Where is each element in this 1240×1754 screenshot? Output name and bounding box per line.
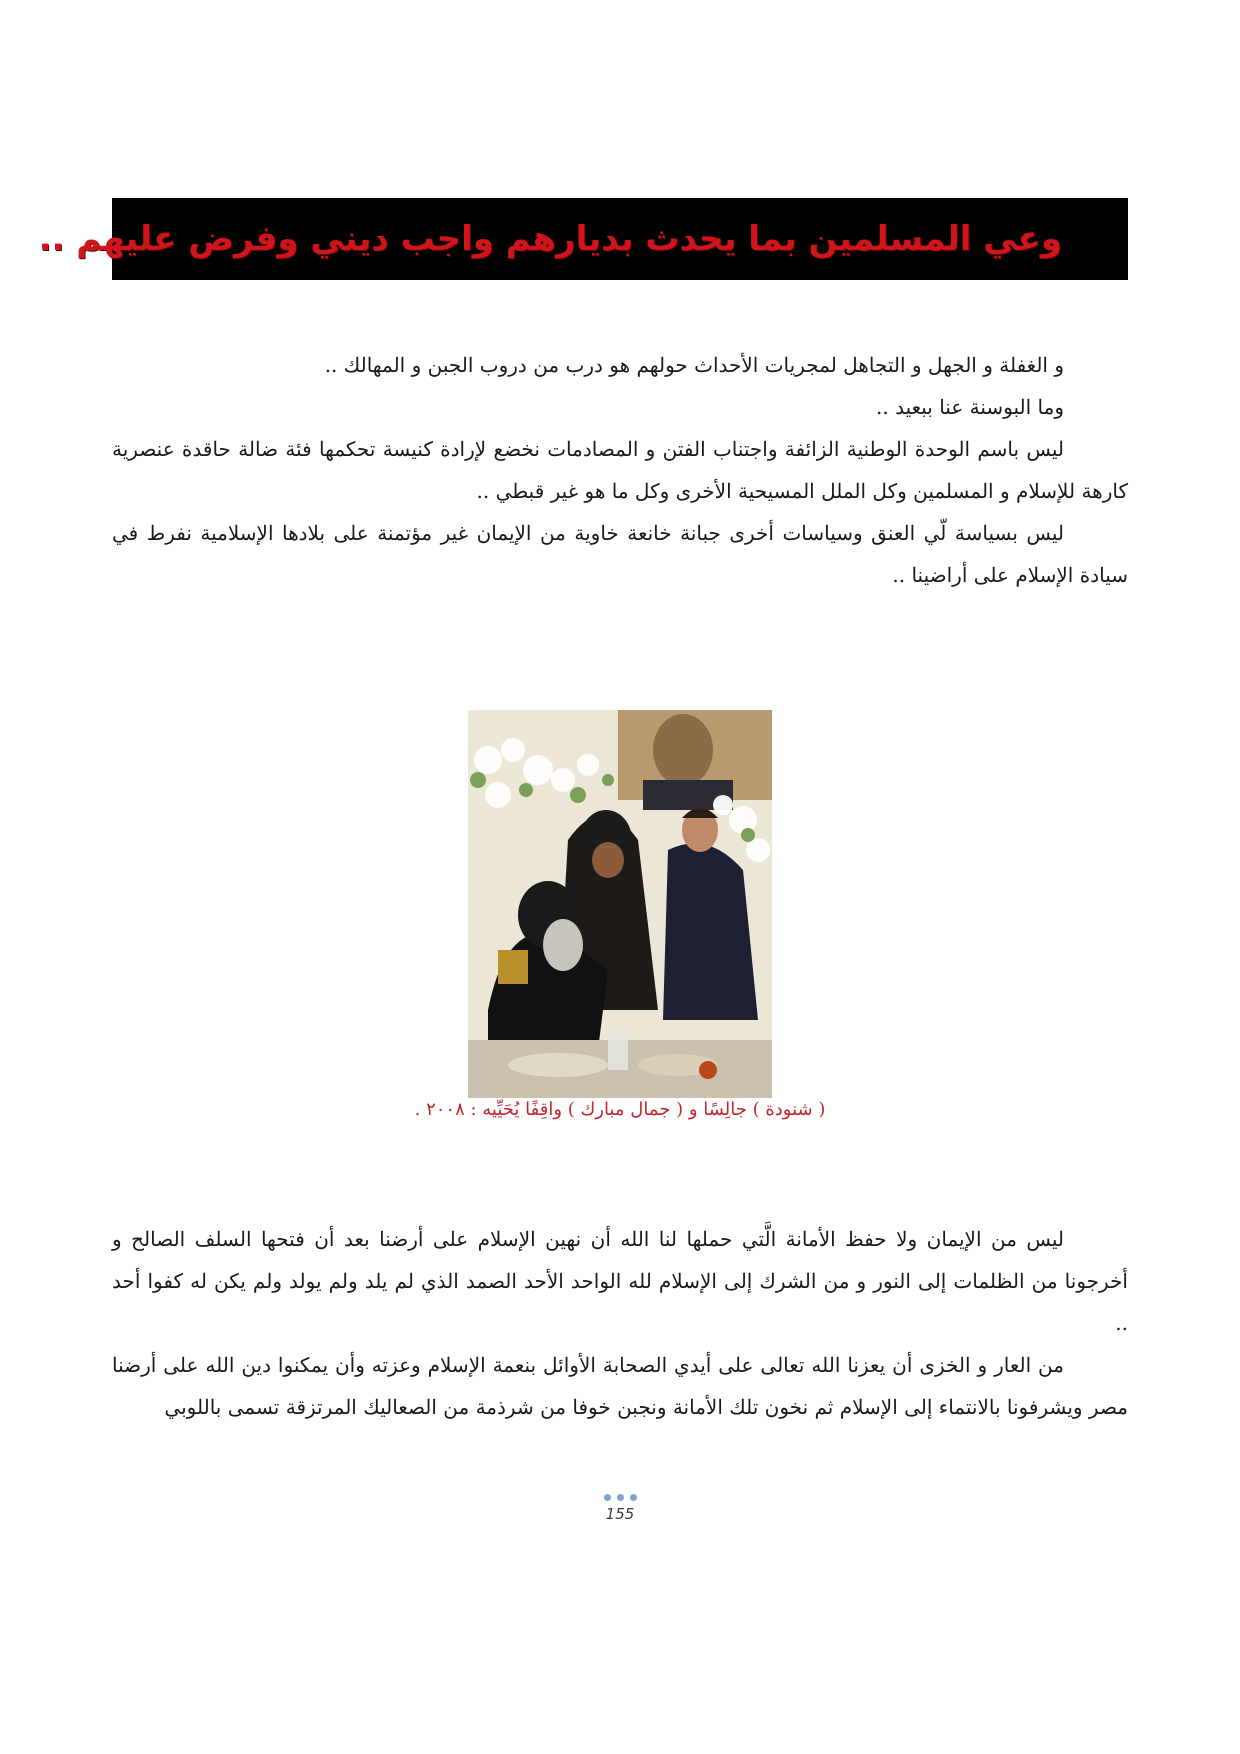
photo-caption: ( شنودة ) جالِسًا و ( جمال مبارك ) واقِفًا يُحَيِّيه : ٢٠٠٨ .	[414, 1099, 826, 1120]
paragraph: من العار و الخزى أن يعزنا الله تعالى على أيدي الصحابة الأوائل بنعمة الإسلام وعزته وأن يمكنوا دين الله على أرضنا مصر ويشرفونا بالانتماء إلى الإسلام ثم نخون تلك الأمانة ونجبن خوفا من شرذمة من الصعاليك المرتزقة تسمى باللوبي	[112, 1353, 1128, 1419]
body-section-2	[112, 1218, 1128, 1428]
paragraph: وما البوسنة عنا ببعيد ..	[876, 395, 1064, 419]
paragraph: ليس من الإيمان ولا حفظ الأمانة الَّتي حملها لنا الله أن نهين الإسلام على أرضنا بعد أن فتحها السلف الصالح و أخرجونا من الظلمات إلى النور و من الشرك إلى الإسلام لله الواحد الأحد الصمد الذي لم يلد ولم يولد ولم يكن له كفوا أحد ..	[112, 1227, 1128, 1335]
page-number	[590, 1494, 650, 1524]
chapter-title-bar	[38, 198, 1128, 280]
page-dots-icon	[590, 1494, 650, 1504]
paragraph: ليس باسم الوحدة الوطنية الزائفة واجتناب الفتن و المصادمات نخضع لإرادة كنيسة تحكمها فئة ضالة حاقدة عنصرية كارهة للإسلام و المسلمين وكل الملل المسيحية الأخرى وكل ما هو غير قبطي ..	[112, 437, 1128, 503]
news-photo	[468, 710, 772, 1098]
paragraph: و الغفلة و الجهل و التجاهل لمجريات الأحداث حولهم هو درب من دروب الجبن و المهالك ..	[324, 353, 1064, 377]
page-number-text: 155	[605, 1505, 635, 1523]
chapter-title: وعي المسلمين بما يحدث بديارهم واجب ديني وفرض عليهم ..	[38, 219, 1062, 259]
paragraph: ليس بسياسة لّي العنق وسياسات أخرى جبانة خانعة خاوية من الإيمان غير مؤتمنة على بلادها الإسلامية نفرط في سيادة الإسلام على أراضينا ..	[112, 521, 1128, 587]
body-section-1	[112, 344, 1128, 596]
